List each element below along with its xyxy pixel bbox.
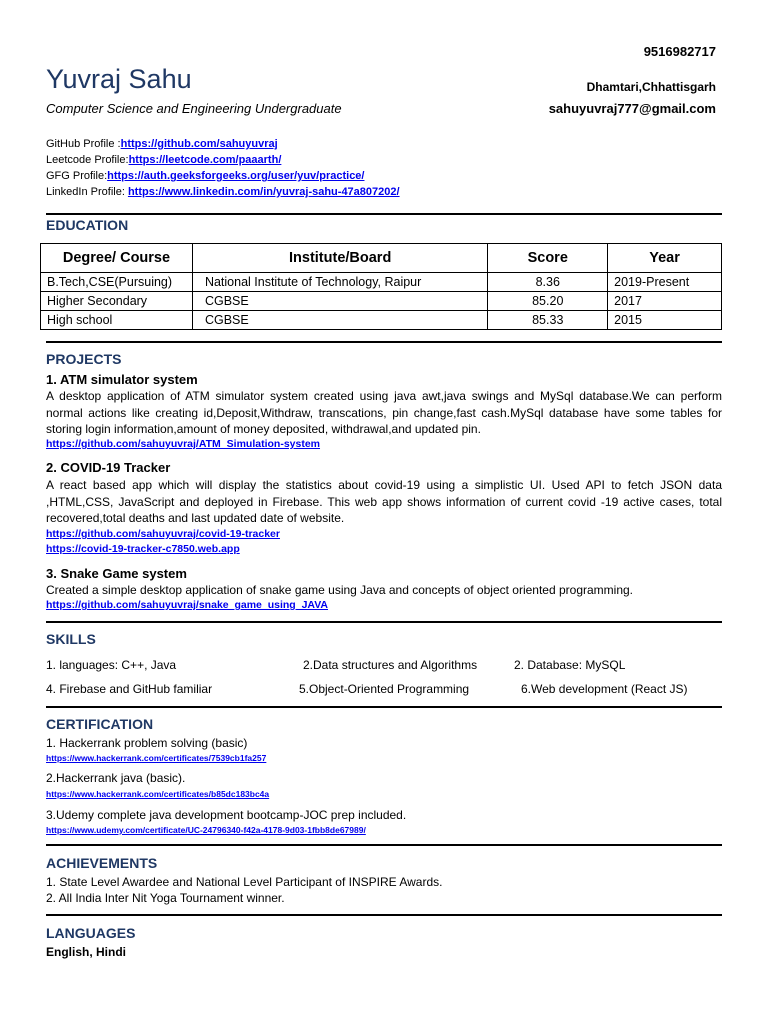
column-header: Degree/ Course: [41, 244, 193, 273]
achievement-item: 2. All India Inter Nit Yoga Tournament winner.: [46, 891, 285, 905]
project-description: Created a simple desktop application of snake game using Java and concepts of object oriented programming.: [46, 583, 634, 597]
profile-links: [46, 136, 400, 200]
leetcode-link[interactable]: https://leetcode.com/paaarth/: [128, 154, 282, 166]
location: Dhamtari,Chhattisgarh: [586, 80, 716, 94]
profile-leetcode: [46, 152, 400, 168]
linkedin-link[interactable]: https://www.linkedin.com/in/yuvraj-sahu-47a807202/: [127, 186, 400, 198]
skill-item: 5.Object-Oriented Programming: [299, 682, 470, 696]
github-link[interactable]: https://github.com/sahuyuvraj: [120, 138, 278, 150]
languages-text: English, Hindi: [46, 945, 126, 959]
candidate-name: Yuvraj Sahu: [46, 64, 192, 94]
profile-github: [46, 136, 400, 152]
skill-item: 4. Firebase and GitHub familiar: [46, 682, 213, 696]
table-cell: CGBSE: [192, 311, 487, 330]
skill-item: 1. languages: C++, Java: [46, 658, 177, 672]
certification-heading: CERTIFICATION: [46, 716, 154, 732]
certification-title: 3.Udemy complete java development bootcamp-JOC prep included.: [46, 808, 407, 822]
profile-label: Leetcode Profile:: [46, 154, 129, 166]
project-link[interactable]: https://github.com/sahuyuvraj/ATM_Simulation-system: [46, 438, 321, 450]
profile-gfg: [46, 168, 400, 184]
table-cell: 85.33: [488, 311, 608, 330]
profile-label: GFG Profile:: [46, 170, 108, 182]
divider: [46, 621, 722, 623]
column-header: Institute/Board: [192, 244, 487, 273]
divider: [46, 213, 722, 215]
table-cell: 8.36: [488, 273, 608, 292]
skills-heading: SKILLS: [46, 631, 96, 647]
table-cell: B.Tech,CSE(Pursuing): [41, 273, 193, 292]
table-cell: 2019-Present: [608, 273, 722, 292]
table-header-row: [41, 244, 722, 273]
email: sahuyuvraj777@gmail.com: [548, 101, 716, 116]
certification-title: 1. Hackerrank problem solving (basic): [46, 736, 248, 750]
project-description: A react based app which will display the statistics about covid-19 using a simplistic UI. Used API to fetch JSON data ,HTML,CSS, JavaScript and deployed in Firebase. This web app shows information of current covid -19 active cases, total recovered,total deaths and last updated date of website.: [46, 478, 722, 525]
divider: [46, 341, 722, 343]
project-title: 1. ATM simulator system: [46, 372, 198, 387]
table-row: [41, 311, 722, 330]
subtitle: Computer Science and Engineering Undergraduate: [46, 101, 342, 116]
project-title: 3. Snake Game system: [46, 566, 187, 581]
divider: [46, 706, 722, 708]
profile-label: GitHub Profile :: [46, 138, 121, 150]
table-cell: High school: [41, 311, 193, 330]
achievement-item: 1. State Level Awardee and National Level Participant of INSPIRE Awards.: [46, 875, 443, 889]
project-link[interactable]: https://covid-19-tracker-c7850.web.app: [46, 543, 240, 555]
table-cell: CGBSE: [192, 292, 487, 311]
education-heading: EDUCATION: [46, 217, 129, 233]
project-link[interactable]: https://github.com/sahuyuvraj/snake_game_using_JAVA: [46, 599, 329, 611]
certificate-link[interactable]: https://www.udemy.com/certificate/UC-24796340-f42a-4178-9d03-1fbb8de67989/: [46, 825, 366, 835]
table-row: [41, 273, 722, 292]
table-row: [41, 292, 722, 311]
profile-linkedin: [46, 184, 400, 200]
projects-heading: PROJECTS: [46, 351, 122, 367]
table-cell: Higher Secondary: [41, 292, 193, 311]
certificate-link[interactable]: https://www.hackerrank.com/certificates/7539cb1fa257: [46, 753, 267, 763]
table-cell: 2017: [608, 292, 722, 311]
divider: [46, 844, 722, 846]
education-table: [40, 243, 722, 330]
project-description: A desktop application of ATM simulator system created using java awt,java swings and MySql database.We can perform normal actions like creating id,Deposit,Withdraw, transcations, pin change,fast cash.MySql database have some tables for storing login information,amount of money deposited, withdrawal,and updated pin.: [46, 389, 722, 436]
skill-item: 6.Web development (React JS): [521, 682, 688, 696]
certificate-link[interactable]: https://www.hackerrank.com/certificates/b85dc183bc4a: [46, 789, 270, 799]
table-cell: National Institute of Technology, Raipur: [192, 273, 487, 292]
project-title: 2. COVID-19 Tracker: [46, 460, 171, 475]
skill-item: 2.Data structures and Algorithms: [303, 658, 478, 672]
project-link[interactable]: https://github.com/sahuyuvraj/covid-19-tracker: [46, 528, 280, 540]
certification-title: 2.Hackerrank java (basic).: [46, 771, 186, 785]
achievements-heading: ACHIEVEMENTS: [46, 855, 158, 871]
table-cell: 2015: [608, 311, 722, 330]
divider: [46, 914, 722, 916]
skill-item: 2. Database: MySQL: [514, 658, 626, 672]
phone-number: 9516982717: [643, 44, 716, 59]
gfg-link[interactable]: https://auth.geeksforgeeks.org/user/yuv/practice/: [107, 170, 365, 182]
languages-heading: LANGUAGES: [46, 925, 136, 941]
profile-label: LinkedIn Profile:: [46, 186, 128, 198]
column-header: Score: [488, 244, 608, 273]
column-header: Year: [608, 244, 722, 273]
table-cell: 85.20: [488, 292, 608, 311]
